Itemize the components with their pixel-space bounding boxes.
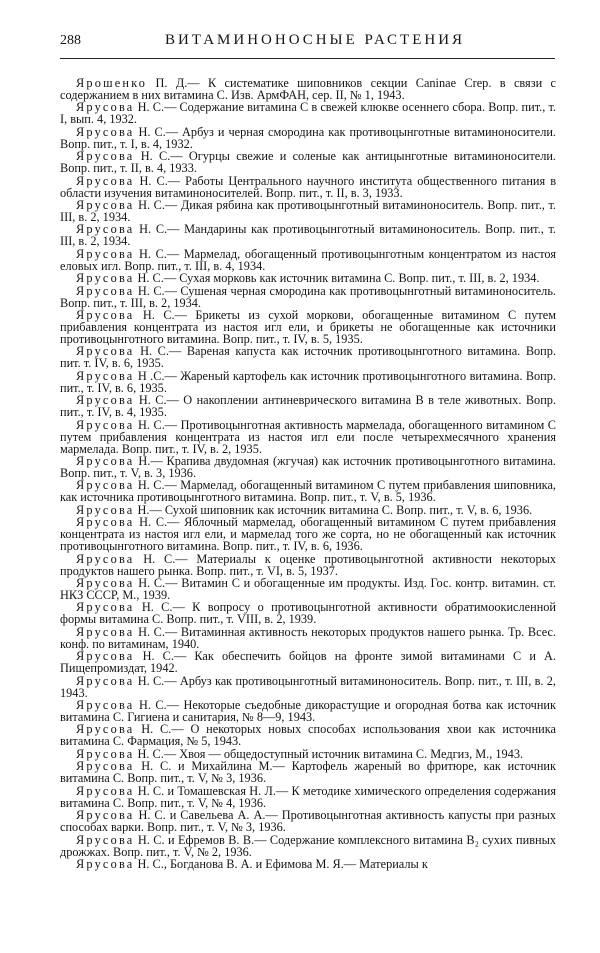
entry-author: Ярусова [76, 624, 135, 639]
bibliography-entry [60, 224, 556, 248]
entry-author: Ярусова [76, 857, 135, 871]
entry-author: Ярусова [76, 600, 135, 615]
entry-text: Н. С.— Материалы к оценке противоцынготной активности некоторых продуктов нашего рынка. Вопр. пит., т. VI, в. 5, 1937. [60, 551, 556, 578]
entry-author: Ярусова [76, 698, 135, 713]
entry-author: Ярошенко [76, 76, 148, 90]
entry-text: Н. С.— Брикеты из сухой моркови, обогащенные витамином С путем прибавления концентрата из настоя игл ели, и брикеты не обогащенные как источники противоцынготного витамина. Вопр. пит., т. IV, в. 5, 1935. [60, 308, 556, 346]
entry-text: Н. С.— Арбуз как противоцынготный витаминоноситель. Вопр. пит., т. III, в. 2, 1943. [60, 673, 556, 700]
entry-text: Н. С.— Яблочный мармелад, обогащенный витамином С путем прибавления концентрата из настоя игл ели, и мармелад того же сорта, но не обогащенный как источник противоцынготного витамина. Вопр. пит., т. IV, в. 6, 1936. [60, 515, 556, 554]
entry-author: Ярусова [76, 393, 135, 408]
bibliography-entry [60, 724, 556, 748]
bibliography-entry [60, 417, 556, 456]
bibliography-entry [60, 395, 556, 419]
entry-author: Ярусова [76, 832, 135, 847]
entry-text: Н. С.— Мармелад, обогащенный витамином С путем прибавления шиповника, как источника противоцынготного витамина. Вопр. пит., т. V, в. 5, 1936. [60, 478, 556, 505]
bibliography-entry [60, 651, 556, 675]
bibliography-entry [60, 368, 556, 395]
entry-text: Н.— Сухой шиповник как источник витамина С. Вопр. пит., т. V, в. 6, 1936. [134, 502, 533, 517]
bibliography-entry [60, 124, 556, 151]
entry-text: Н. С.— Вареная капуста как источник противоцынготного витамина. Вопр. пит. т. IV, в. 6, 1935. [60, 344, 556, 371]
bibliography-list [60, 78, 556, 872]
bibliography-entry [60, 700, 556, 724]
entry-text: Н. С.— О накоплении антиневрического витамина В в теле животных. Вопр. пит., т. IV, в. 4, 1935. [60, 393, 556, 420]
entry-author: Ярусова [76, 149, 135, 164]
bibliography-entry [60, 283, 556, 310]
entry-author: Ярусова [76, 124, 135, 139]
entry-author: Ярусова [76, 344, 135, 359]
bibliography-entry [60, 578, 556, 602]
bibliography-entry [60, 859, 556, 871]
bibliography-entry [60, 200, 556, 224]
entry-text: П. Д.— К систематике шиповников секции Caninae Crep. в связи с содержанием в них витамина С. Изв. АрмФАН, сер. II, № 1, 1943. [60, 76, 556, 102]
bibliography-entry [60, 761, 556, 785]
entry-author: Ярусова [76, 198, 135, 213]
entry-author: Ярусова [76, 502, 135, 517]
entry-author: Ярусова [76, 478, 135, 493]
entry-author: Ярусова [76, 283, 135, 298]
entry-text: Н. С.— Мандарины как противоцынготный витаминоноситель. Вопр. пит., т. III, в. 2, 1934. [60, 222, 556, 249]
entry-text: Н .С.— Жареный картофель как источник противоцынготного витамина. Вопр. пит., т. IV, в. 6, 1935. [60, 368, 556, 395]
entry-text: Н. С.— Арбуз и черная смородина как противоцынготные витаминоносители. Вопр. пит., т. I, в. 4, 1932. [60, 124, 556, 151]
entry-author: Ярусова [76, 417, 135, 432]
entry-text: Н. С. и Ефремов В. В.— Содержание комплексного витамина B₂ сухих пивных дрожжах. Вопр. пит., т. V, № 2, 1936. [60, 832, 556, 859]
entry-text: Н. С.— Работы Центрального научного института общественного питания в области изучения витаминоносителей. Вопр. пит., т. II, в. 3, 1933. [60, 173, 556, 200]
entry-author: Ярусова [76, 808, 135, 823]
bibliography-entry [60, 346, 556, 370]
entry-author: Ярусова [76, 783, 135, 798]
running-head: ВИТАМИНОНОСНЫЕ РАСТЕНИЯ [164, 32, 466, 48]
bibliography-entry [60, 783, 556, 810]
entry-text: Н. С.— Мармелад, обогащенный противоцынготным концентратом из настоя еловых игл. Вопр. пит., т. III, в. 4, 1934. [60, 246, 556, 273]
entry-author: Ярусова [76, 454, 135, 468]
bibliography-entry [60, 102, 556, 126]
bibliography-entry [60, 832, 556, 859]
bibliography-entry [60, 173, 556, 200]
entry-text: Н. С. и Михайлина М.— Картофель жареный во фритюре, как источник витамина С. Вопр. пит., т. V, № 3, 1936. [60, 759, 556, 786]
entry-text: Н. С.— Некоторые съедобные дикорастущие и огородная ботва как источник витамина С. Гигиена и санитария, № 8—9, 1943. [60, 698, 556, 724]
entry-text: Н. С.— Витамин С и обогащенные им продукты. Изд. Гос. контр. витамин. ст. НКЗ СССР, М., 1939. [60, 576, 556, 602]
entry-author: Ярусова [76, 100, 135, 115]
entry-author: Ярусова [76, 368, 135, 383]
bibliography-entry [60, 810, 556, 834]
entry-author: Ярусова [76, 222, 135, 237]
entry-author: Ярусова [76, 246, 135, 261]
entry-text: Н. С.— О некоторых новых способах использования хвои как источника витамина С. Фармация, № 5, 1943. [60, 722, 556, 749]
entry-text: Н. С., Богданова В. А. и Ефимова М. Я.— Материалы к [134, 857, 428, 871]
bibliography-entry [60, 456, 556, 480]
entry-text: Н. С.— Хвоя — общедоступный источник витамина С. Медгиз, М., 1943. [134, 746, 524, 761]
bibliography-entry [60, 246, 556, 273]
page-number: 288 [60, 33, 81, 48]
entry-author: Ярусова [76, 551, 135, 566]
entry-author: Ярусова [76, 173, 135, 188]
entry-author: Ярусова [76, 673, 135, 688]
bibliography-entry [60, 151, 556, 175]
entry-text: Н. С.— Сушеная черная смородина как противоцынготный витаминоноситель. Вопр. пит., т. III, в. 2, 1934. [60, 283, 556, 310]
entry-text: Н. С.— Витаминная активность некоторых продуктов нашего рынка. Тр. Всес. конф. по витаминам, 1940. [60, 624, 556, 651]
entry-author: Ярусова [76, 746, 135, 761]
entry-text: Н. С.— Противоцынготная активность мармелада, обогащенного витамином С путем прибавления концентрата из настоя игл ели после четырехмесячного хранения мармелада. Вопр. пит., т. IV, в. 2, 1935. [60, 417, 556, 456]
bibliography-entry [60, 624, 556, 651]
entry-text: Н. С.— К вопросу о противоцынготной активности обратимоокисленной формы витамина С. Вопр. пит., т. VIII, в. 2, 1939. [60, 600, 556, 627]
bibliography-entry [60, 517, 556, 553]
entry-author: Ярусова [76, 649, 135, 664]
bibliography-entry [60, 673, 556, 700]
entry-author: Ярусова [76, 722, 135, 737]
bibliography-entry [60, 602, 556, 626]
entry-author: Ярусова [76, 308, 135, 323]
bibliography-entry [60, 310, 556, 346]
entry-text: Н. С.— Содержание витамина С в свежей клюкве осеннего сбора. Вопр. пит., т. I, вып. 4, 1932. [60, 100, 556, 127]
bibliography-entry [60, 551, 556, 578]
entry-text: Н.— Крапива двудомная (жгучая) как источник противоцынготного витамина. Вопр. пит., т. V, в. 3, 1936. [60, 454, 556, 480]
entry-text: Н. С.— Как обеспечить бойцов на фронте зимой витаминами С и А. Пищепромиздат, 1942. [60, 649, 556, 676]
entry-author: Ярусова [76, 759, 135, 774]
entry-text: Н. С.— Сухая морковь как источник витамина С. Вопр. пит., т. III, в. 2, 1934. [134, 271, 540, 286]
bibliography-entry [60, 480, 556, 504]
entry-text: Н. С. и Савельева А. А.— Противоцынготная активность капусты при разных способах варки. Вопр. пит., т. V, № 3, 1936. [60, 808, 556, 835]
entry-text: Н. С.— Дикая рябина как противоцынготный витаминоноситель. Вопр. пит., т. III, в. 2, 1934. [60, 198, 556, 224]
header-rule [60, 58, 555, 59]
bibliography-entry [60, 78, 556, 102]
entry-author: Ярусова [76, 271, 135, 286]
entry-text: Н. С.— Огурцы свежие и соленые как антицынготные витаминоносители. Вопр. пит., т. II, в. 4, 1933. [60, 149, 556, 176]
entry-author: Ярусова [76, 576, 135, 591]
entry-text: Н. С. и Томашевская Н. Л.— К методике химического определения содержания витамина С. Вопр. пит., т. V, № 4, 1936. [60, 783, 556, 810]
entry-author: Ярусова [76, 515, 135, 530]
